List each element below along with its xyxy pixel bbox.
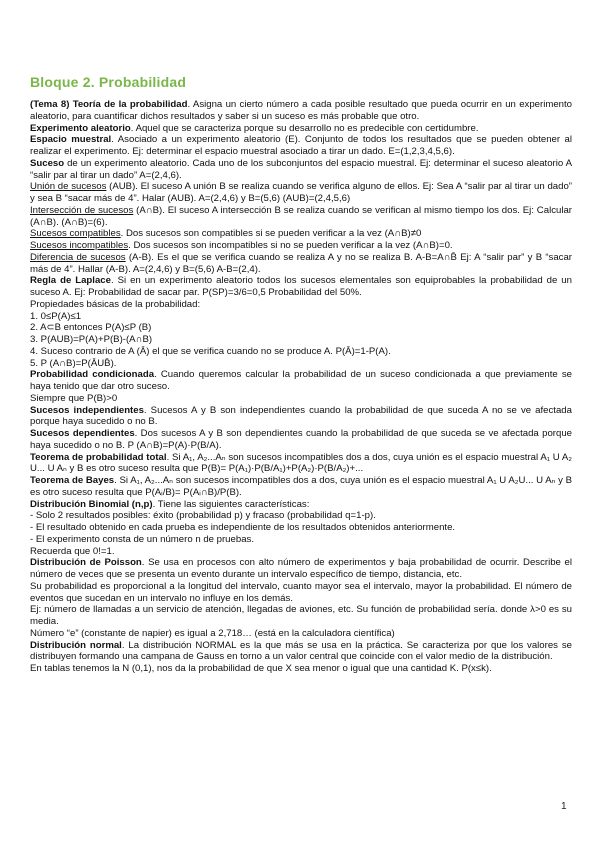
- term-heading: Distribución normal: [30, 639, 122, 651]
- paragraph-text: . Dos sucesos A y B son dependientes cuando la probabilidad de que suceda se ve afectada porque haya sucedido o no B. P (A∩B)=P(A)·P(B/A).: [30, 428, 572, 451]
- term-underlined: Sucesos compatibles: [30, 228, 121, 240]
- paragraph: [30, 369, 572, 393]
- paragraph: [30, 475, 572, 499]
- paragraph: [30, 123, 572, 135]
- paragraph: [30, 99, 572, 123]
- paragraph: [30, 334, 572, 346]
- paragraph: [30, 522, 572, 534]
- paragraph-text: . Sucesos A y B son independientes cuando la probabilidad de que suceda A no se ve afectada porque haya sucedido o no B.: [30, 404, 572, 428]
- paragraph-text: Recuerda que 0!=1.: [30, 545, 115, 557]
- term-heading: Regla de Laplace: [30, 275, 111, 287]
- term-heading: Teorema de Bayes: [30, 475, 115, 486]
- paragraph: [30, 311, 572, 323]
- term-heading: Sucesos independientes: [30, 404, 144, 416]
- paragraph: [30, 275, 572, 299]
- paragraph-text: 4. Suceso contrario de A (Ā) el que se verifica cuando no se produce A. P(Ā)=1-P(A).: [30, 345, 391, 357]
- term-underlined: Sucesos incompatibles: [30, 240, 129, 251]
- paragraph-text: . Tiene las siguientes características:: [152, 498, 310, 510]
- paragraph-text: . Si A₁, A₂...Aₙ son sucesos incompatibles dos a dos, cuya unión es el espacio muestral A₁ U A₂ U... U Aₙ y B es otro suceso resulta que P(B)= P(A₁)·P(B/A₁)+P(A₂)·P(B/A₂)+...: [30, 451, 572, 475]
- paragraph: [30, 534, 572, 546]
- paragraph: [30, 628, 572, 640]
- paragraph: [30, 252, 572, 276]
- paragraph-text: . Dos sucesos son compatibles si se pueden verificar a la vez (A∩B)≠0: [120, 228, 422, 240]
- paragraph: [30, 393, 572, 405]
- term-heading: Sucesos dependientes: [30, 428, 135, 439]
- paragraph: [30, 358, 572, 370]
- paragraph: [30, 546, 572, 558]
- paragraph: [30, 581, 572, 605]
- paragraph: [30, 322, 572, 334]
- paragraph-text: . Si en un experimento aleatorio todos los sucesos elementales son equiprobables la probabilidad de un suceso A. Ej: Probabilidad de sacar par. P(SP)=3/6=0,5 Probabilidad del 50%.: [30, 275, 572, 298]
- paragraph: [30, 240, 572, 252]
- paragraph-text: . Si A₁, A₂...Aₙ son sucesos incompatibles dos a dos, cuya unión es el espacio muestral A₁ U A₂U... U Aₙ y B es otro suceso resulta que P(Aᵢ/B)= P(Aᵢ∩B)/P(B).: [30, 475, 572, 498]
- paragraph-text: 5. P (A∩B)=P(ĀUB̄).: [30, 357, 117, 369]
- paragraph-text: 2. A⊂B entonces P(A)≤P (B): [30, 322, 152, 334]
- paragraph-text: (AUB). El suceso A unión B se realiza cuando se verifica alguno de ellos. Ej: Sea A “salir par al tirar un dado” y sea B “sacar más de 4”. Halar (AUB). A=(2,4,6) y B=(5,6) (AUB)=(2,4,5,6): [30, 181, 572, 204]
- paragraph: [30, 557, 572, 581]
- paragraph: [30, 405, 572, 429]
- paragraph: [30, 134, 572, 158]
- paragraph-text: Propiedades básicas de la probabilidad:: [30, 298, 201, 310]
- term-underlined: Diferencia de sucesos: [30, 251, 126, 263]
- paragraph: [30, 428, 572, 452]
- document-body: [30, 99, 572, 675]
- paragraph-text: . La distribución NORMAL es la que más se usa en la práctica. Se caracteriza por que los valores se distribuyen formando una campana de Gauss en torno a un valor central que coincide con el valor medio de la distribución.: [30, 639, 572, 663]
- term-heading: Suceso: [30, 157, 65, 169]
- paragraph-text: Ej: número de llamadas a un servicio de atención, llegadas de aviones, etc. Su función de probabilidad sería. donde λ>0 es su media.: [30, 604, 572, 627]
- term-underlined: Unión de sucesos: [30, 181, 107, 193]
- paragraph: [30, 205, 572, 229]
- paragraph-text: . Dos sucesos son incompatibles si no se pueden verificar a la vez (A∩B)=0.: [128, 240, 453, 251]
- paragraph: [30, 663, 572, 675]
- paragraph: [30, 640, 572, 664]
- paragraph-text: . Asigna un cierto número a cada posible resultado que pueda ocurrir en un experimento aleatorio, para cuantificar dichos resultados y saber si un suceso es más probable que otro.: [30, 99, 572, 122]
- paragraph-text: Siempre que P(B)>0: [30, 392, 118, 404]
- term-heading: (Tema 8) Teoría de la probabilidad: [30, 99, 188, 110]
- paragraph-text: Número “e” (constante de napier) es igual a 2,718… (está en la calculadora científica): [30, 627, 395, 639]
- paragraph: [30, 510, 572, 522]
- paragraph-text: 1. 0≤P(A)≤1: [30, 310, 82, 322]
- term-underlined: Intersección de sucesos: [30, 204, 134, 216]
- paragraph: [30, 181, 572, 205]
- paragraph-text: 3. P(AUB)=P(A)+P(B)-(A∩B): [30, 334, 153, 345]
- paragraph: [30, 499, 572, 511]
- section-title: Bloque 2. Probabilidad: [30, 74, 187, 90]
- paragraph-text: Su probabilidad es proporcional a la longitud del intervalo, cuanto mayor sea el intervalo, mayor la probabilidad. El número de eventos que sucedan en un intervalo no influye en los demás.: [30, 580, 572, 604]
- page-number: 1: [561, 801, 567, 812]
- term-heading: Teorema de probabilidad total: [30, 451, 167, 463]
- paragraph-text: de un experimento aleatorio. Cada uno de los subconjuntos del espacio muestral. Ej: determinar el suceso aleatorio A “salir par al tirar un dado” A=(2,4,6).: [30, 157, 572, 181]
- paragraph-text: (A∩B). El suceso A intersección B se realiza cuando se verifican al mismo tiempo los dos. Ej: Calcular (A∩B). (A∩B)=(6).: [30, 204, 572, 228]
- paragraph-text: En tablas tenemos la N (0,1), nos da la probabilidad de que X sea menor o igual que una cantidad K. P(x≤k).: [30, 663, 492, 674]
- paragraph: [30, 299, 572, 311]
- paragraph-text: (A-B). Es el que se verifica cuando se realiza A y no se realiza B. A-B=A∩B̄ Ej: A “salir par” y B “sacar más de 4”. Hallar (A-B). A=(2,4,6) y B=(5,6) A-B=(2,4).: [30, 251, 573, 275]
- paragraph: [30, 452, 572, 476]
- term-heading: Distribución Binomial (n,p): [30, 498, 153, 510]
- paragraph-text: - El resultado obtenido en cada prueba es independiente de los resultados obtenidos anteriormente.: [30, 522, 456, 533]
- paragraph-text: . Aquel que se caracteriza porque su desarrollo no es predecible con certidumbre.: [130, 122, 479, 134]
- paragraph: [30, 158, 572, 182]
- paragraph: [30, 346, 572, 358]
- paragraph-text: . Se usa en procesos con alto número de experimentos y baja probabilidad de ocurrir. Describe el número de veces que se presenta un evento durante un intervalo específico de tiempo, distancia, etc.: [30, 557, 572, 580]
- paragraph-text: - El experimento consta de un número n de pruebas.: [30, 533, 254, 545]
- paragraph-text: . Cuando queremos calcular la probabilidad de un suceso condicionada a que previamente se haya tenido que dar otro suceso.: [30, 369, 572, 392]
- paragraph: [30, 604, 572, 628]
- term-heading: Espacio muestral: [30, 134, 112, 146]
- term-heading: Distribución de Poisson: [30, 557, 142, 569]
- term-heading: Probabilidad condicionada: [30, 369, 155, 381]
- paragraph-text: . Asociado a un experimento aleatorio (E). Conjunto de todos los resultados que se pueden obtener al realizar el experimento. Ej: determinar el espacio muestral asociado a tirar un dado. E=(1,2,3,4,5,6).: [30, 134, 572, 157]
- term-heading: Experimento aleatorio: [30, 122, 131, 134]
- paragraph-text: - Solo 2 resultados posibles: éxito (probabilidad p) y fracaso (probabilidad q=1-p).: [30, 510, 376, 522]
- paragraph: [30, 228, 572, 240]
